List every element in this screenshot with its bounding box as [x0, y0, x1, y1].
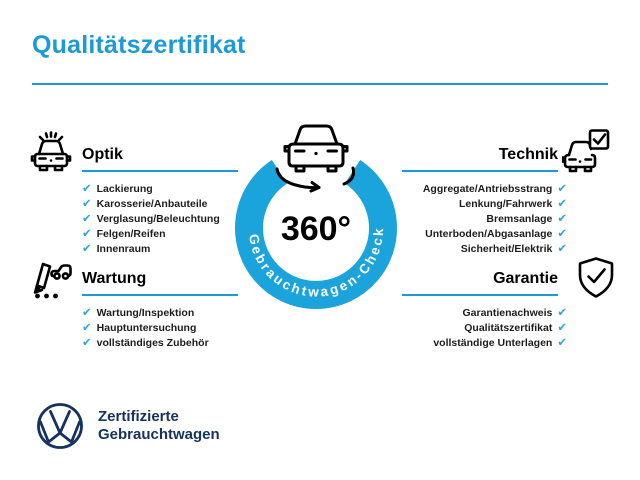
item-label: Hauptuntersuchung	[96, 321, 197, 334]
brand-line1: Zertifizierte	[98, 408, 179, 425]
list-item	[82, 335, 312, 350]
list-item	[337, 241, 567, 256]
list-item	[337, 181, 567, 196]
section-list	[337, 181, 567, 256]
check-icon: ✔	[82, 210, 92, 225]
item-label: Lackierung	[96, 182, 153, 195]
section-list	[337, 305, 567, 350]
list-item	[82, 226, 312, 241]
section-title: Garantie	[402, 270, 558, 296]
brand-text	[98, 408, 220, 444]
item-label: Sicherheit/Elektrik	[460, 242, 553, 255]
badge-degrees: 360°	[280, 210, 352, 248]
badge-ring-label: Gebrauchtwagen-Check	[245, 227, 387, 300]
car-checkbox-icon	[562, 129, 610, 177]
check-icon: ✔	[557, 319, 567, 334]
item-label: vollständige Unterlagen	[433, 336, 553, 349]
section-list	[82, 181, 312, 256]
check-icon: ✔	[82, 240, 92, 255]
service-checklist-icon	[27, 255, 73, 301]
section-title: Optik	[82, 146, 238, 172]
list-item	[82, 320, 312, 335]
list-item	[337, 335, 567, 350]
list-item	[82, 241, 312, 256]
list-item	[82, 181, 312, 196]
list-item	[82, 305, 312, 320]
item-label: Unterboden/Abgasanlage	[425, 227, 553, 240]
item-label: Felgen/Reifen	[96, 227, 166, 240]
section-garantie	[337, 270, 567, 350]
item-label: Aggregate/Antriebsstrang	[422, 182, 553, 195]
page-title: Qualitätszertifikat	[32, 31, 246, 59]
check-icon: ✔	[557, 195, 567, 210]
vw-logo	[36, 402, 84, 450]
shining-car-icon	[27, 129, 75, 177]
check-icon: ✔	[557, 304, 567, 319]
item-label: Verglasung/Beleuchtung	[96, 212, 220, 225]
list-item	[337, 226, 567, 241]
item-label: Bremsanlage	[486, 212, 553, 225]
check-icon: ✔	[82, 195, 92, 210]
list-item	[82, 211, 312, 226]
item-label: Wartung/Inspektion	[96, 306, 195, 319]
section-title: Technik	[402, 146, 558, 172]
check-icon: ✔	[557, 334, 567, 349]
section-title: Wartung	[82, 270, 238, 296]
item-label: Garantienachweis	[462, 306, 553, 319]
check-icon: ✔	[82, 304, 92, 319]
check-icon: ✔	[557, 240, 567, 255]
item-label: Qualitätszertifikat	[464, 321, 553, 334]
item-label: Karosserie/Anbauteile	[96, 197, 208, 210]
list-item	[337, 305, 567, 320]
section-wartung	[82, 270, 312, 350]
list-item	[337, 211, 567, 226]
item-label: Lenkung/Fahrwerk	[459, 197, 553, 210]
item-label: Innenraum	[96, 242, 151, 255]
brand-footer	[36, 402, 220, 450]
check-icon: ✔	[557, 210, 567, 225]
section-technik	[337, 146, 567, 256]
check-icon: ✔	[82, 225, 92, 240]
check-icon: ✔	[557, 225, 567, 240]
section-list	[82, 305, 312, 350]
list-item	[82, 196, 312, 211]
list-item	[337, 320, 567, 335]
brand-line2: Gebrauchtwagen	[98, 426, 220, 443]
check-icon: ✔	[82, 319, 92, 334]
item-label: vollständiges Zubehör	[96, 336, 209, 349]
title-underline	[32, 83, 608, 85]
check-icon: ✔	[82, 334, 92, 349]
section-optik	[82, 146, 312, 256]
list-item	[337, 196, 567, 211]
check-icon: ✔	[82, 180, 92, 195]
shield-check-icon	[576, 256, 616, 300]
check-icon: ✔	[557, 180, 567, 195]
